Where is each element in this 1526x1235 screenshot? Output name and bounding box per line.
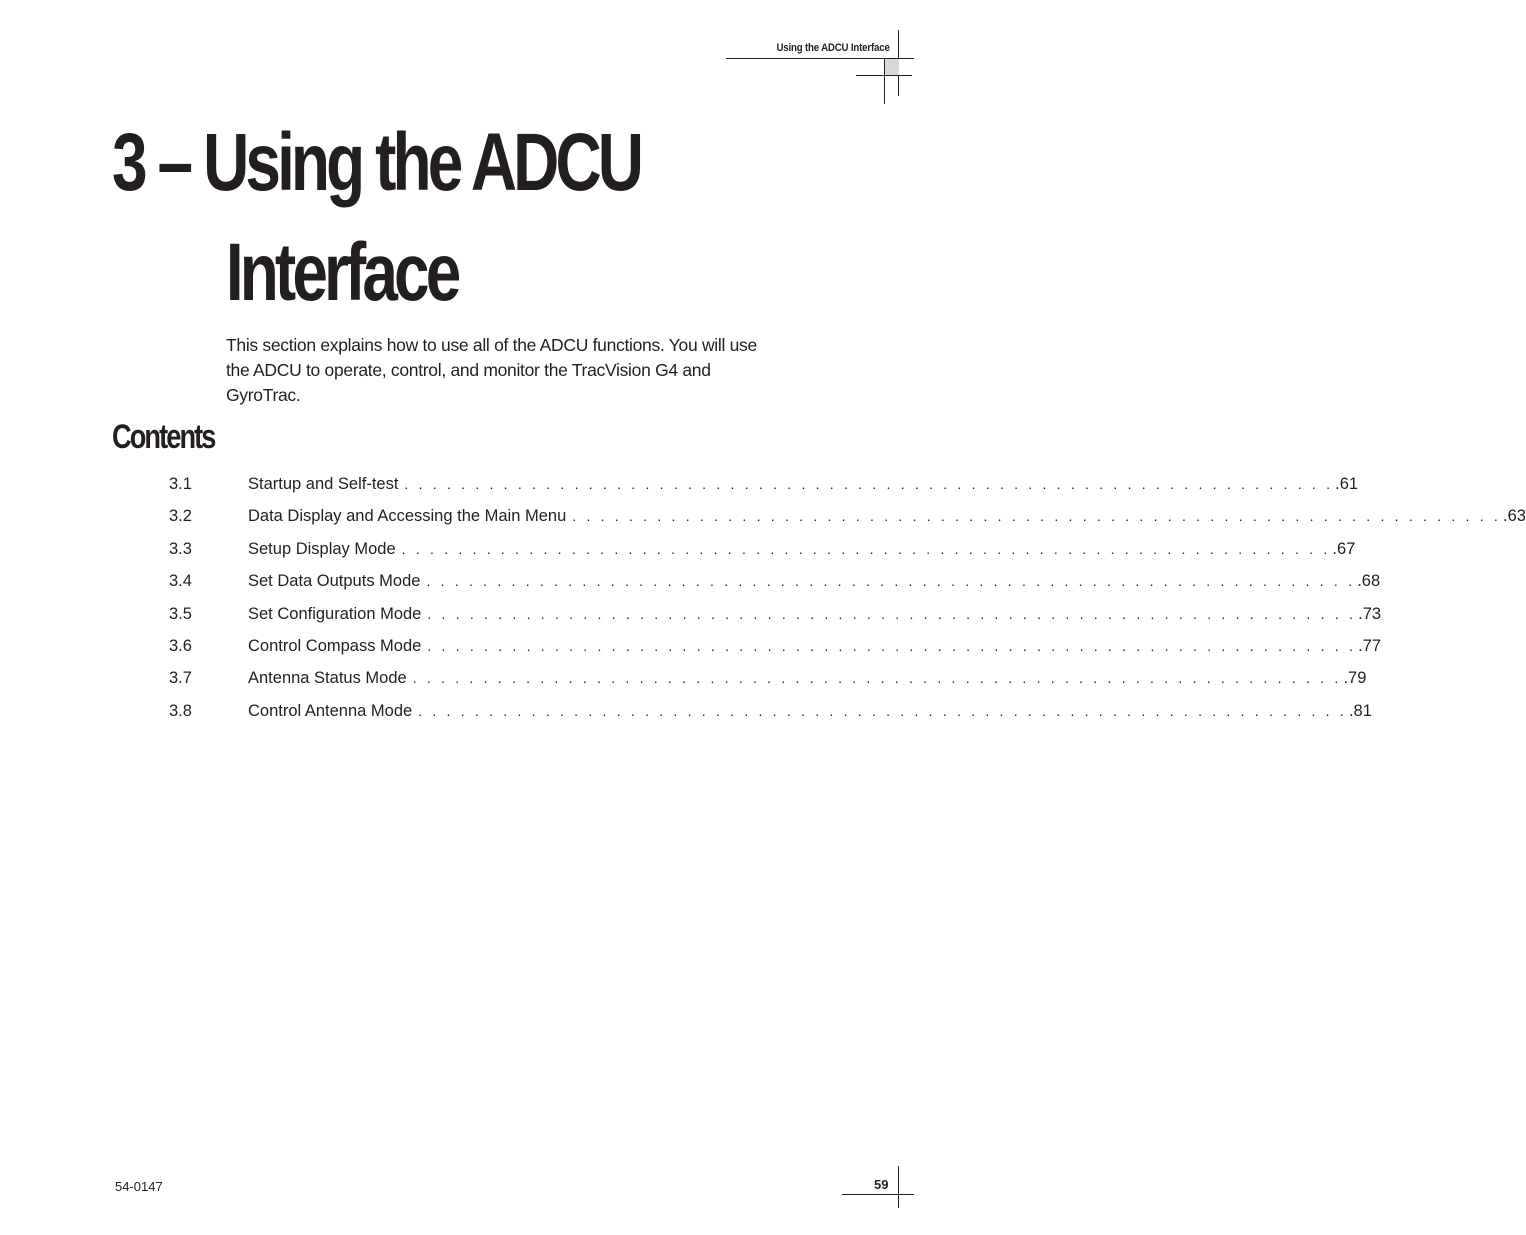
toc-page-number: .73 xyxy=(1358,604,1382,623)
toc-page-number: .61 xyxy=(1335,475,1359,493)
toc-entry xyxy=(248,697,1372,725)
toc-section-title: Setup Display Mode xyxy=(248,539,396,558)
toc-entry xyxy=(248,470,1359,498)
chapter-number: 3 – xyxy=(112,117,190,208)
toc-row[interactable] xyxy=(169,600,1382,632)
toc-page-number: .68 xyxy=(1357,572,1381,591)
toc-page-number: .77 xyxy=(1358,636,1382,655)
contents-heading: Contents xyxy=(112,418,215,456)
toc-dot-leader: . . . . . . . . . . . . . . . . . . . . . . . . . . . . . . . . . . . . . . . . . . . . . . . . . . . . . . . . . . . . . . . . . . xyxy=(401,540,1331,557)
intro-paragraph: This section explains how to use all of the ADCU functions. You will use the ADCU to operate, control, and monitor the TracVision G4 and GyroTrac. xyxy=(226,335,757,405)
chapter-title-line1: Using the ADCU xyxy=(203,117,641,208)
toc-section-number: 3.6 xyxy=(169,636,192,655)
toc-section-title: Control Compass Mode xyxy=(248,636,422,655)
toc-section-title: Set Data Outputs Mode xyxy=(248,572,421,591)
toc-section-number: 3.2 xyxy=(169,507,192,526)
toc-dot-leader: . . . . . . . . . . . . . . . . . . . . . . . . . . . . . . . . . . . . . . . . . . . . . . . . . . . . . . . . . . . . . . . . . . xyxy=(412,670,1342,687)
toc-page-number: .67 xyxy=(1332,539,1356,558)
chapter-title-line2: Interface xyxy=(225,227,458,318)
toc-page-number: .63 xyxy=(1503,507,1526,526)
toc-row[interactable] xyxy=(169,470,1359,502)
toc-section-number: 3.1 xyxy=(169,475,192,493)
toc-row[interactable] xyxy=(169,697,1372,729)
running-head: Using the ADCU Interface xyxy=(776,42,890,54)
toc-entry xyxy=(248,664,1367,692)
document-number: 54-0147 xyxy=(115,1179,163,1194)
toc-dot-leader: . . . . . . . . . . . . . . . . . . . . . . . . . . . . . . . . . . . . . . . . . . . . . . . . . . . . . . . . . . . . . . . . . . xyxy=(426,573,1356,590)
footer-rule xyxy=(842,1194,914,1195)
toc-entry xyxy=(248,535,1356,563)
toc-section-number: 3.5 xyxy=(169,604,192,623)
toc-section-title: Startup and Self-test xyxy=(248,475,399,493)
toc-dot-leader: . . . . . . . . . . . . . . . . . . . . . . . . . . . . . . . . . . . . . . . . . . . . . . . . . . . . . . . . . . . . . . . . . . xyxy=(572,508,1502,525)
toc-dot-leader: . . . . . . . . . . . . . . . . . . . . . . . . . . . . . . . . . . . . . . . . . . . . . . . . . . . . . . . . . . . . . . . . . . xyxy=(427,605,1357,622)
chapter-title xyxy=(112,108,658,328)
toc-section-number: 3.8 xyxy=(169,701,192,720)
toc-row[interactable] xyxy=(169,632,1382,664)
toc-section-number: 3.4 xyxy=(169,572,192,591)
toc-row[interactable] xyxy=(169,567,1381,599)
page-number: 59 xyxy=(874,1177,889,1192)
toc-row[interactable] xyxy=(169,502,1526,534)
toc-row[interactable] xyxy=(169,664,1367,696)
toc-dot-leader: . . . . . . . . . . . . . . . . . . . . . . . . . . . . . . . . . . . . . . . . . . . . . . . . . . . . . . . . . . . . . . . . . . xyxy=(418,702,1347,719)
toc-entry xyxy=(248,600,1382,628)
toc-section-number: 3.3 xyxy=(169,539,192,558)
toc-entry xyxy=(248,632,1382,660)
toc-page-number: .81 xyxy=(1348,701,1372,720)
toc-entry xyxy=(248,567,1381,595)
header-shade-mark xyxy=(885,59,899,75)
toc-dot-leader: . . . . . . . . . . . . . . . . . . . . . . . . . . . . . . . . . . . . . . . . . . . . . . . . . . . . . . . . . . . . . . . . . . xyxy=(404,476,1334,492)
footer-crop-mark xyxy=(898,1166,899,1208)
toc-entry xyxy=(248,502,1526,530)
toc-row[interactable] xyxy=(169,535,1356,567)
toc-section-title: Set Configuration Mode xyxy=(248,604,422,623)
toc-section-title: Control Antenna Mode xyxy=(248,701,413,720)
toc-section-number: 3.7 xyxy=(169,669,192,688)
toc-dot-leader: . . . . . . . . . . . . . . . . . . . . . . . . . . . . . . . . . . . . . . . . . . . . . . . . . . . . . . . . . . . . . . . . . . xyxy=(427,637,1357,654)
table-of-contents xyxy=(169,470,1526,729)
toc-section-title: Data Display and Accessing the Main Menu xyxy=(248,507,567,526)
header-crop-mark-lower-v xyxy=(884,58,885,104)
toc-page-number: .79 xyxy=(1343,669,1367,688)
toc-section-title: Antenna Status Mode xyxy=(248,669,407,688)
